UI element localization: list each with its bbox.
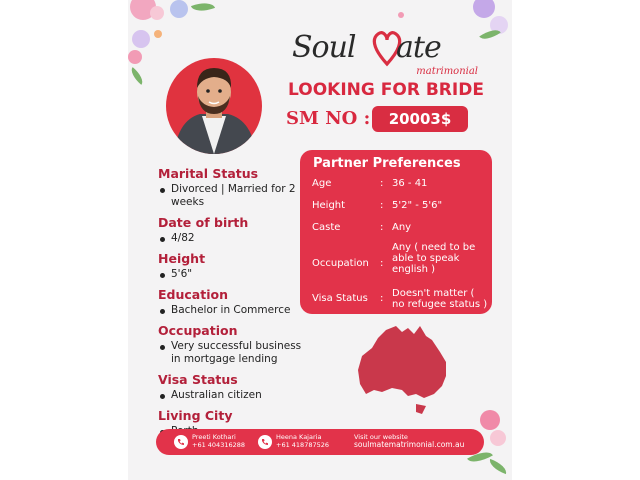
detail-item: Bachelor in Commerce xyxy=(158,304,303,317)
detail-item: Divorced | Married for 2 weeks xyxy=(158,183,303,209)
preference-key: Age xyxy=(312,178,332,189)
flower-decoration xyxy=(128,50,142,64)
contact-2-phone[interactable]: +61 418787526 xyxy=(276,441,330,449)
sm-no-value: 20003$ xyxy=(372,106,468,132)
partner-preferences-card xyxy=(300,150,492,314)
detail-heading: Height xyxy=(158,251,206,266)
phone-icon xyxy=(258,435,272,449)
flower-decoration xyxy=(473,0,495,18)
brand-soul-text: Soul xyxy=(292,30,356,65)
detail-item: Very successful business in mortgage lending xyxy=(158,340,303,366)
preference-key: Visa Status xyxy=(312,293,368,304)
flower-decoration xyxy=(150,6,164,20)
leaf-decoration xyxy=(487,459,509,474)
website-label: Visit our website xyxy=(354,433,408,441)
preference-colon: : xyxy=(380,200,384,211)
detail-item: 5'6" xyxy=(158,268,303,281)
preference-value: Any ( need to be able to speak english ) xyxy=(392,242,476,275)
detail-heading: Visa Status xyxy=(158,372,238,387)
preference-key: Height xyxy=(312,200,346,211)
detail-item: Australian citizen xyxy=(158,389,303,402)
detail-heading: Education xyxy=(158,287,228,302)
preference-value: Doesn't matter ( no refugee status ) xyxy=(392,288,488,310)
preference-key: Occupation xyxy=(312,258,369,269)
detail-heading: Occupation xyxy=(158,323,238,338)
preference-colon: : xyxy=(380,258,384,269)
preference-colon: : xyxy=(380,293,384,304)
preference-value: 36 - 41 xyxy=(392,178,428,189)
flower-decoration xyxy=(490,430,506,446)
contact-1-name: Preeti Kothari xyxy=(192,433,236,441)
detail-item: 4/82 xyxy=(158,232,303,245)
detail-heading: Date of birth xyxy=(158,215,249,230)
flower-decoration xyxy=(154,30,162,38)
profile-details xyxy=(158,162,303,438)
preference-value: 5'2" - 5'6" xyxy=(392,200,443,211)
preference-colon: : xyxy=(380,178,384,189)
contact-1-phone[interactable]: +61 404316288 xyxy=(192,441,246,449)
profile-avatar xyxy=(166,58,262,154)
flower-decoration xyxy=(480,410,500,430)
australia-map-icon xyxy=(356,322,452,418)
contact-2-name: Heena Kajaria xyxy=(276,433,322,441)
flower-decoration xyxy=(398,12,404,18)
flower-decoration xyxy=(170,0,188,18)
leaf-decoration xyxy=(191,0,215,15)
contact-footer xyxy=(156,429,484,455)
brand-mate-text: ate xyxy=(396,30,441,65)
flower-decoration xyxy=(132,30,150,48)
sm-no-label: SM NO : xyxy=(286,108,371,129)
preference-value: Any xyxy=(392,222,412,233)
phone-icon xyxy=(174,435,188,449)
detail-heading: Marital Status xyxy=(158,166,259,181)
contact-1 xyxy=(192,433,245,449)
detail-heading: Living City xyxy=(158,408,233,423)
website-url[interactable]: soulmatematrimonial.com.au xyxy=(354,440,465,449)
profile-poster xyxy=(128,0,512,480)
brand-subtitle: matrimonial xyxy=(416,66,478,77)
preference-colon: : xyxy=(380,222,384,233)
preference-key: Caste xyxy=(312,222,341,233)
brand-logo xyxy=(292,22,482,80)
contact-2 xyxy=(276,433,329,449)
partner-preferences-title: Partner Preferences xyxy=(313,156,461,171)
website-block xyxy=(354,433,464,449)
leaf-decoration xyxy=(128,67,146,85)
headline: LOOKING FOR BRIDE xyxy=(288,80,484,100)
